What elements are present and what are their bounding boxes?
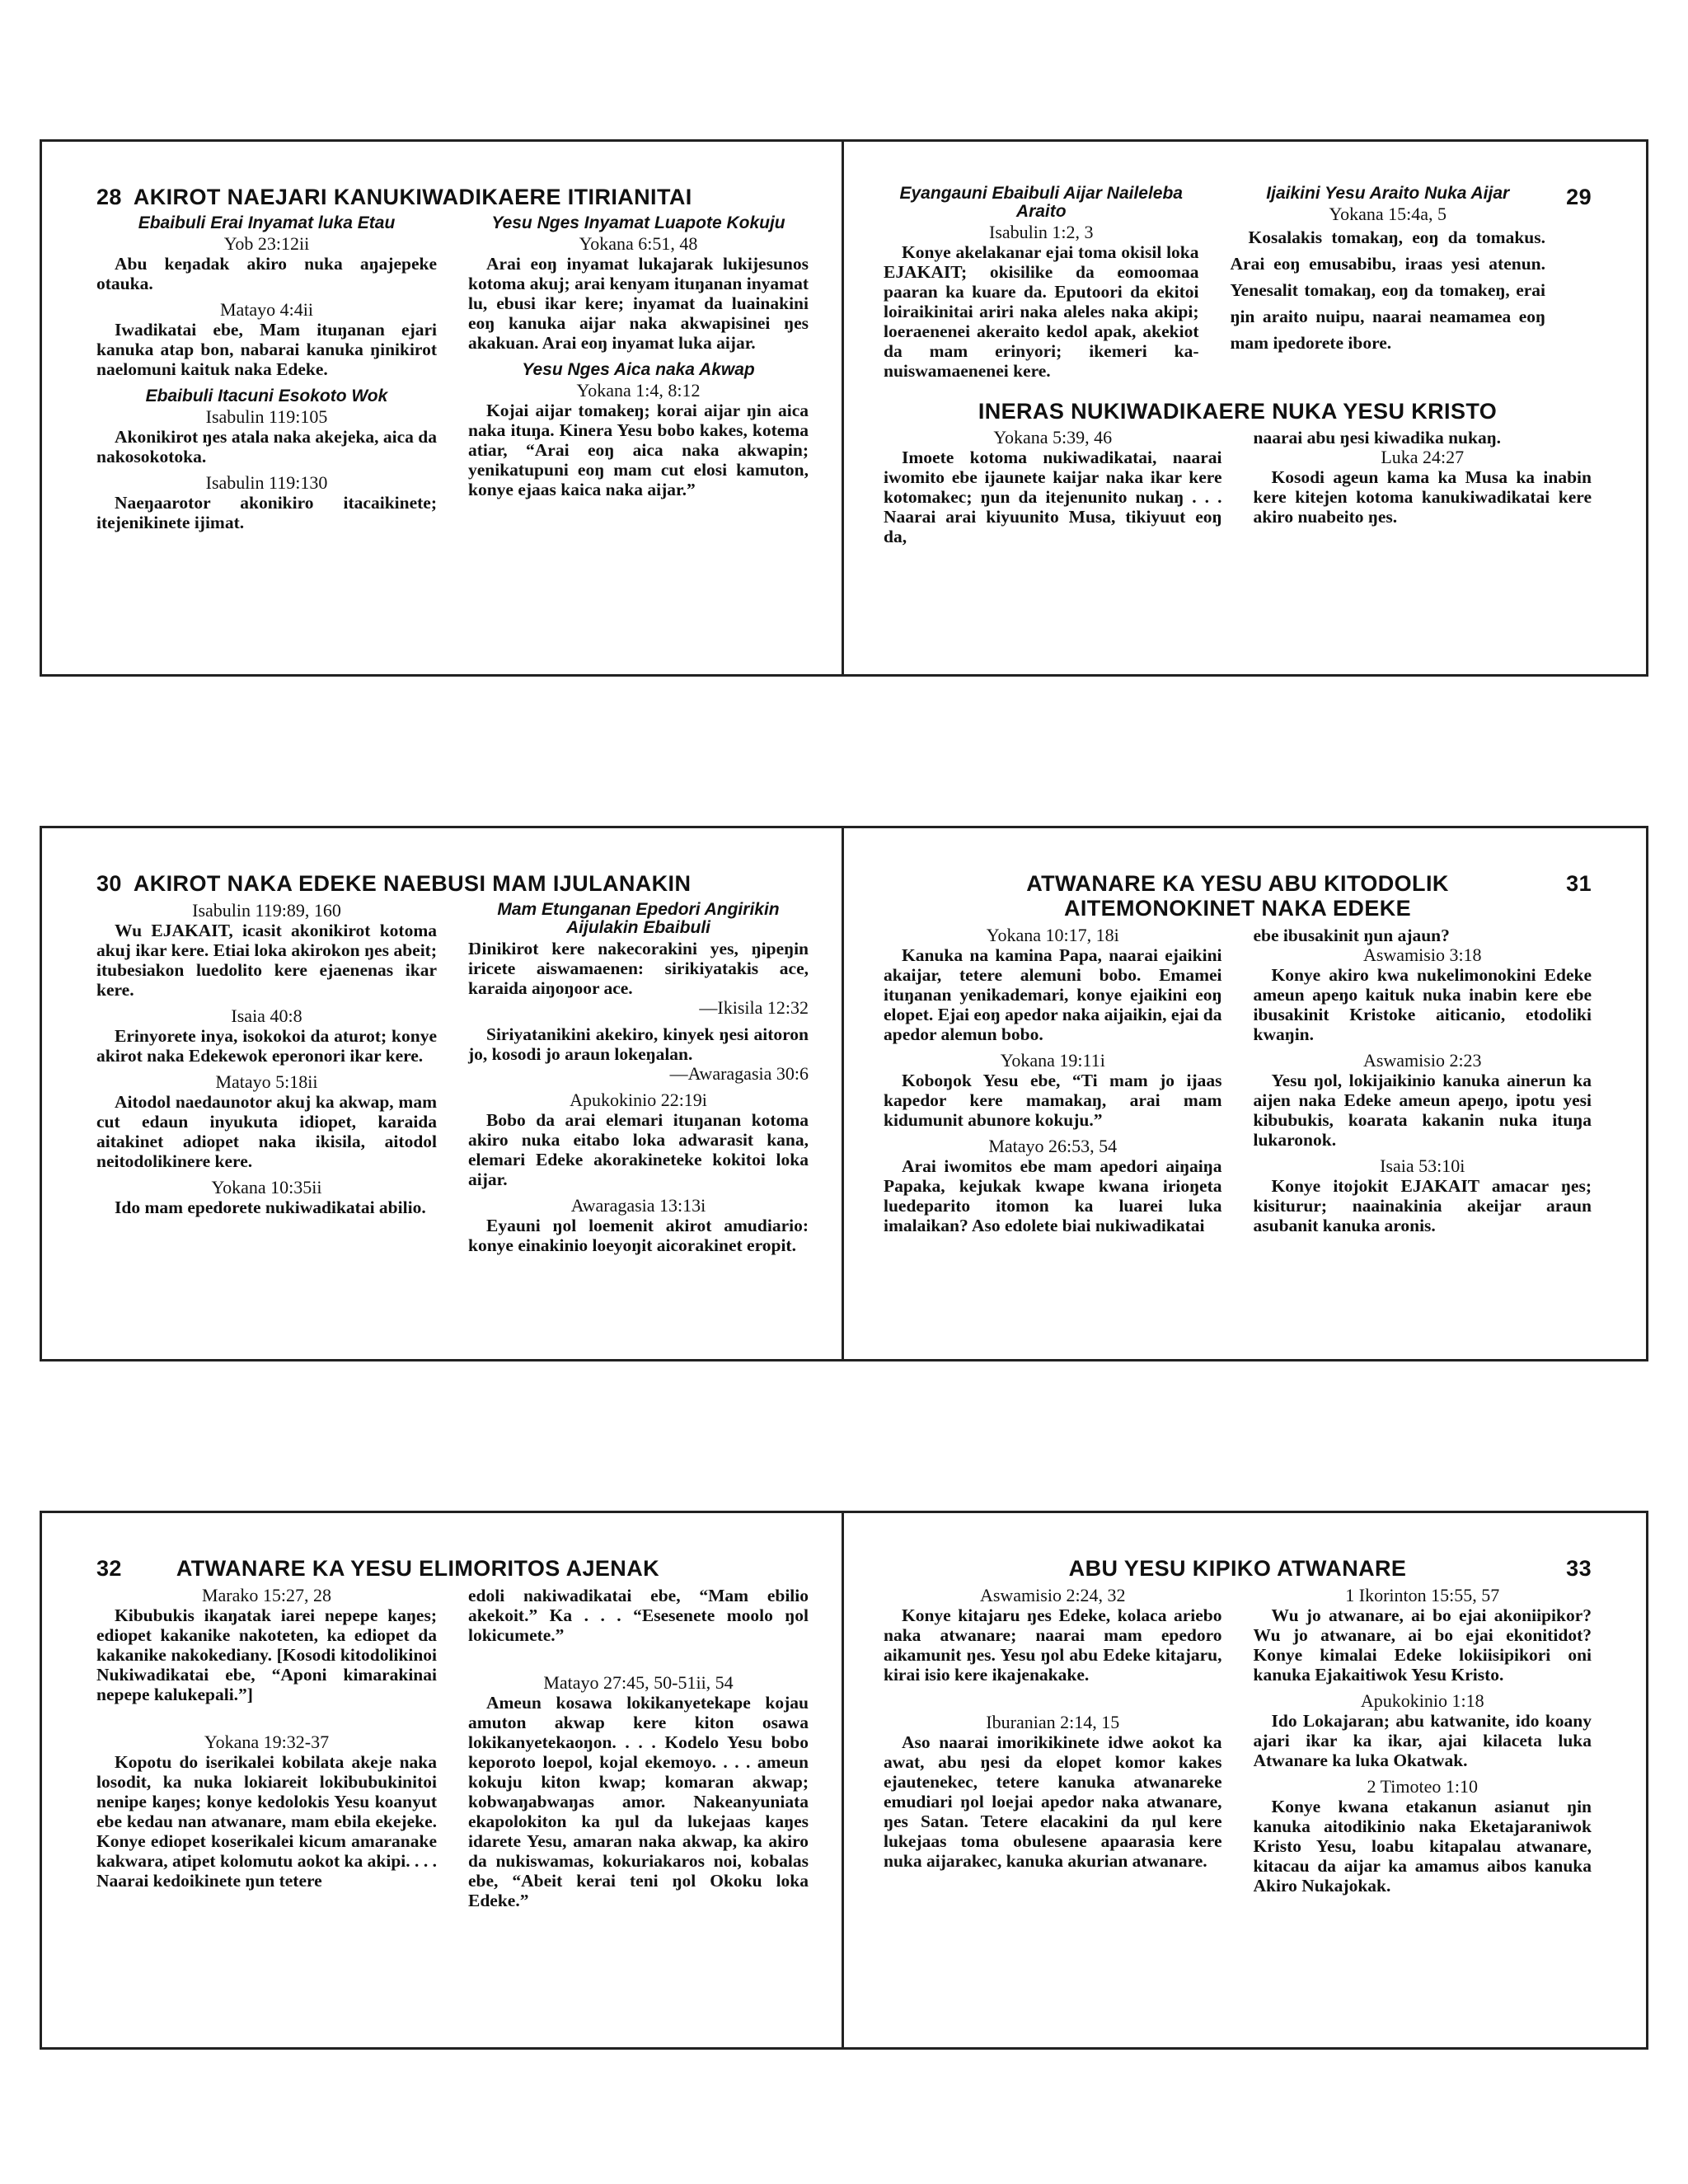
scripture-entry (468, 1673, 809, 1910)
text-column-left (96, 214, 437, 539)
text-column-right (468, 1586, 809, 1917)
scripture-entry (1254, 1586, 1592, 1685)
page-number: 32 (96, 1556, 122, 1581)
page-header (96, 871, 809, 896)
page-number: 30 (96, 871, 122, 896)
scripture-text: Wu EJAKAIT, icasit akonikirot kotoma akuj ikar kere. Etiai loka akirokon ŋes abeit; itubesiakon luedolito kere ejaenenas ikar kere. (96, 921, 437, 1000)
scripture-entry (884, 1051, 1222, 1130)
text-column-left (884, 428, 1222, 553)
scripture-reference: Matayo 27:45, 50-51ii, 54 (543, 1672, 734, 1693)
chapter-title: ATWANARE KA YESU ELIMORITOS AJENAK (176, 1556, 659, 1581)
section-heading: Eyangauni Ebaibuli Aijar Naileleba Araito (899, 184, 1183, 221)
scripture-entry (468, 1586, 809, 1645)
scripture-entry (468, 939, 809, 1018)
scripture-text: Arai iwomitos ebe mam apedori aiŋaiŋa Papaka, kejukak kwape kwana irioŋeta luedeparito itomon ka luarei luka imalaikan? Aso edolete biai nukiwadikatai (884, 1156, 1222, 1235)
scripture-reference: Isabulin 119:89, 160 (192, 900, 341, 921)
scripture-entry (884, 1713, 1222, 1871)
scripture-reference: Aswamisio 2:23 (1362, 1050, 1482, 1071)
page-header (96, 1556, 809, 1581)
scripture-entry (1254, 1777, 1592, 1896)
text-column-left (884, 185, 1199, 387)
page-30 (42, 828, 844, 1359)
text-column-right (468, 901, 809, 1262)
section-heading: Ijaikini Yesu Araito Nuka Aijar (1266, 184, 1510, 203)
scripture-text: Yesu ŋol, lokijaikinio kanuka ainerun ka aijen naka Edeke ameun apeŋo, ipotu yesi kibubukis, koarata kakanin nuka ituŋa lukaronok. (1253, 1071, 1592, 1150)
scripture-entry (468, 1090, 809, 1189)
text-column-left (96, 1586, 437, 1917)
scripture-entry (468, 1196, 809, 1255)
scripture-entry (884, 223, 1199, 381)
scripture-text: Abu keŋadak akiro nuka aŋajepeke otauka. (96, 254, 437, 293)
scripture-reference: Marako 15:27, 28 (201, 1585, 332, 1605)
page-32 (42, 1513, 844, 2047)
scripture-text: Arai eoŋ inyamat lukajarak lukijesunos kotoma akuj; arai kenyam ituŋanan inyamat lu, ebusi ikar kere; inyamat da luainakini eoŋ kanuka aijar naka akwapisinei ŋes akakuan. Arai eoŋ inyamat luka aijar. (468, 254, 809, 353)
scripture-text: Konye kitajaru ŋes Edeke, kolaca ariebo naka atwanare; naarai mam epedoro aikamunit ŋes. Yesu ŋol abu Edeke kitajaru, kirai isio kere ikajenakake. (884, 1605, 1222, 1685)
scripture-entry (96, 901, 437, 1000)
scripture-reference: Iburanian 2:14, 15 (986, 1712, 1120, 1732)
scripture-text: naarai abu ŋesi kiwadika nukaŋ. (1253, 428, 1502, 448)
text-column-right (1254, 926, 1592, 1242)
scripture-text: Siriyatanikini akekiro, kinyek ŋesi aitoron jo, kosodi jo araun lokeŋalan. (468, 1024, 809, 1064)
page-header (884, 871, 1592, 921)
chapter-title: AKIROT NAEJARI KANUKIWADIKAERE ITIRIANITAI (133, 185, 692, 209)
chapter-title: ATWANARE KA YESU ABU KITODOLIK AITEMONOKINET NAKA EDEKE (1026, 871, 1449, 921)
scripture-entry (884, 1586, 1222, 1685)
scripture-text: Konye akiro kwa nukelimonokini Edeke ameun apeŋo kaituk nuka inabin kere ebe ibusakinit Kristoke aiticanio, etodoliki kwaŋin. (1253, 965, 1592, 1044)
scripture-text: Kanuka na kamina Papa, naarai ejaikini akaijar, tetere alemuni bobo. Emamei ituŋanan yenikademari, konye ejaikini eoŋ elopet. Ejai eoŋ apedor naka aijaikin, ejai da apedor alemun bobo. (884, 945, 1222, 1044)
scripture-reference: —Ikisila 12:32 (699, 997, 809, 1018)
scripture-reference: Yokana 19:32-37 (204, 1732, 330, 1752)
scripture-entry (96, 1732, 437, 1891)
scripture-text: Ido mam epedorete nukiwadikatai abilio. (115, 1197, 426, 1217)
scripture-reference: Awaragasia 13:13i (570, 1195, 706, 1216)
scripture-reference: Matayo 5:18ii (215, 1071, 318, 1092)
text-column-right (1254, 1586, 1592, 1902)
scripture-text: Konye kwana etakanun asianut ŋin kanuka aitodikinio naka Eketajaraniwok Kristo Yesu, loabu kitapalau atwanare, kitacau da aijar ka amamus aibos kanuka Akiro Nukajokak. (1253, 1797, 1592, 1896)
scripture-entry (96, 1072, 437, 1171)
scripture-reference: Yokana 5:39, 46 (993, 427, 1113, 448)
scripture-text: Kopotu do iserikalei kobilata akeje naka losodit, ka nuka lokiareit lokibubukinitoi nenipe kaŋes; konye kedolokis Yesu koanyut ebe kedau nan atwanare, mam ebila ekejeke. Konye ediopet koserikalei kicum amaranake kakwara, atipet kolomutu aokot ka akipi. . . . Naarai kedoikinete ŋun tetere (96, 1752, 437, 1891)
scripture-entry (884, 1137, 1222, 1235)
page-number: 29 (1566, 185, 1592, 209)
scripture-reference: Yokana 6:51, 48 (579, 233, 698, 254)
scripture-text: Konye itojokit EJAKAIT amacar ŋes; kisiturur; naainakinia akeijar araun asubanit kanuka aronis. (1253, 1176, 1592, 1235)
chapter-title: AKIROT NAKA EDEKE NAEBUSI MAM IJULANAKIN (133, 871, 692, 896)
scripture-text: Konye akelakanar ejai toma okisil loka EJAKAIT; okisilike da eomoomaa paaran ka kuare da. Eputoori da ekitoi loiraikinitai ariri naka aleles naka akipi; loeraenenei akeraito kedol apak, akekiot da mam erinyori; ikemeri kanuiswamaenenei kere. (884, 242, 1199, 381)
scripture-reference: —Awaragasia 30:6 (669, 1063, 809, 1084)
page-spread-32-33 (40, 1511, 1648, 2050)
scripture-text: Kosalakis tomakaŋ, eoŋ da tomakus. Arai eoŋ emusabibu, iraas yesi atenun. Yenesalit tomakaŋ, eoŋ da tomakeŋ, erai ŋin araito nuipu, naarai neamamea eoŋ mam ipedorete ibore. (1230, 227, 1545, 353)
scripture-reference: Yokana 19:11i (1000, 1050, 1105, 1071)
scripture-entry (884, 428, 1222, 546)
scripture-entry (1254, 428, 1592, 527)
scripture-text: Kibubukis ikaŋatak iarei nepepe kaŋes; ediopet kakanike nakoteten, ka ediopet da kakanike nakokediany. [Kosodi kitodolikinoi Nukiwadikatai ebe, “Aponi kimarakinai nepepe kalukepali.”] (96, 1605, 437, 1704)
page-header (96, 185, 809, 209)
page-number: 28 (96, 185, 122, 209)
scripture-reference: Isaia 53:10i (1380, 1155, 1465, 1176)
page-31 (844, 828, 1646, 1359)
scripture-text: Erinyorete inya, isokokoi da aturot; konye akirot naka Edekewok eperonori ikar kere. (96, 1026, 437, 1066)
scripture-text: Iwadikatai ebe, Mam ituŋanan ejari kanuka atap bon, nabarai kanuka ŋinikirot naelomuni kaituk naka Edeke. (96, 320, 437, 379)
page-29 (844, 142, 1646, 674)
scripture-reference: Yokana 1:4, 8:12 (576, 380, 701, 401)
scripture-reference: Matayo 4:4ii (219, 299, 314, 320)
scripture-text: Akonikirot ŋes atala naka akejeka, aica da nakosokotoka. (96, 427, 437, 466)
chapter-title: ABU YESU KIPIKO ATWANARE (1068, 1556, 1407, 1581)
scripture-entry (96, 1586, 437, 1704)
scripture-reference: Yokana 15:4a, 5 (1329, 204, 1447, 224)
scripture-text: Imoete kotoma nukiwadikatai, naarai iwomito ebe ijaunete kaijar naka ikar kere kotomakec; ŋun da itejenunito nukaŋ . . . Naarai arai kiyuunito Musa, tikiyuut eoŋ da, (884, 448, 1222, 546)
scripture-reference: Isabulin 119:105 (205, 406, 328, 427)
scripture-reference: Isabulin 119:130 (205, 472, 328, 493)
scripture-entry (1254, 1156, 1592, 1235)
text-column-right (468, 214, 809, 539)
scripture-reference: Aswamisio 2:24, 32 (979, 1585, 1126, 1605)
page-header (884, 1556, 1592, 1581)
scripture-text: Aitodol naedaunotor akuj ka akwap, mam cut edaun inyukuta idiopet, karaida aitakinet adiopet naka ikisila, aitodol neitodolikinere kere. (96, 1092, 437, 1171)
scripture-reference: 2 Timoteo 1:10 (1367, 1776, 1478, 1797)
scripture-text: Kojai aijar tomakeŋ; korai aijar ŋin aica naka ituŋa. Kinera Yesu bobo kakes, kotema atiar, “Arai eoŋ aica naka akwapin; yenikatupuni eoŋ mam cut elosi kamuton, konye ejaas kaica naka aijar.” (468, 401, 809, 499)
text-column-right (1254, 428, 1592, 553)
scripture-reference: Yob 23:12ii (223, 233, 310, 254)
scripture-entry (884, 926, 1222, 1044)
scripture-entry (1254, 1051, 1592, 1150)
section-heading: Yesu Nges Inyamat Luapote Kokuju (491, 213, 785, 232)
scripture-reference: Apukokinio 1:18 (1360, 1690, 1484, 1711)
scripture-text: ebe ibusakinit ŋun ajaun? (1253, 926, 1450, 945)
scripture-entry (468, 1024, 809, 1084)
scripture-reference: Yokana 10:17, 18i (986, 925, 1119, 945)
scripture-text: edoli nakiwadikatai ebe, “Mam ebilio akekoit.” Ka . . . “Esesenete moolo ŋol lokicumete.” (468, 1586, 809, 1645)
scripture-text: Naeŋaarotor akonikiro itacaikinete; itejenikinete ijimat. (96, 493, 437, 532)
page-number: 33 (1566, 1556, 1592, 1581)
scripture-reference: Yokana 10:35ii (211, 1177, 322, 1197)
section-heading: Yesu Nges Aica naka Akwap (522, 360, 755, 379)
chapter-title: INERAS NUKIWADIKAERE NUKA YESU KRISTO (978, 399, 1498, 424)
scripture-reference: 1 Ikorinton 15:55, 57 (1345, 1585, 1500, 1605)
page-spread-30-31 (40, 826, 1648, 1361)
scripture-reference: Aswamisio 3:18 (1362, 944, 1482, 965)
scripture-entry (1254, 926, 1592, 1044)
scripture-text: Bobo da arai elemari ituŋanan kotoma akiro nuka eitabo loka adwarasit kana, elemari Edeke akorakineteke kokitoi loka aijar. (468, 1110, 809, 1189)
scripture-text: Ido Lokajaran; abu katwanite, ido koany ajari ikar ka ikar, ajai kilaceta luka Atwanare ka luka Okatwak. (1253, 1711, 1592, 1770)
scripture-entry (1231, 204, 1546, 356)
scripture-text: Ŋinikirot kere nakecorakini yes, ŋipeŋin iricete aiswamaenen: sirikiyatakis ace, karaida aiŋoŋoor ace. (468, 939, 809, 998)
text-column-left (96, 901, 437, 1262)
scripture-reference: Matayo 26:53, 54 (988, 1136, 1118, 1156)
scripture-text: Koboŋok Yesu ebe, “Ti mam jo ijaas kapedor kere mamakaŋ, arai mam kidumunit abunore kokuju.” (884, 1071, 1222, 1130)
section-heading: Ebaibuli Erai Inyamat luka Etau (138, 213, 396, 232)
scripture-entry (1254, 1691, 1592, 1770)
page-spread-28-29 (40, 139, 1648, 677)
scripture-reference: Isabulin 1:2, 3 (989, 222, 1094, 242)
scripture-entry (96, 1006, 437, 1066)
section-heading: Mam Etunganan Epedori Angirikin Aijulakin Ebaibuli (497, 900, 780, 937)
page-28 (42, 142, 844, 674)
scripture-entry (96, 1178, 437, 1217)
text-column-left (884, 1586, 1222, 1902)
scripture-entry (96, 473, 437, 532)
text-column-left (884, 926, 1222, 1242)
scripture-text: Wu jo atwanare, ai bo ejai akoniipikor? Wu jo atwanare, ai bo ejai ekonitidot? Konye kimalai Edeke lokiisipikori oni kanuka Ejakaitiwok Yesu Kristo. (1253, 1605, 1592, 1685)
scripture-entry (468, 234, 809, 353)
scripture-entry (96, 234, 437, 293)
scripture-reference: Apukokinio 22:19i (570, 1090, 707, 1110)
scripture-reference: Luka 24:27 (1381, 447, 1465, 467)
scripture-entry (468, 381, 809, 499)
scripture-entry (96, 300, 437, 379)
scripture-reference: Isaia 40:8 (231, 1005, 302, 1026)
section-heading: Ebaibuli Itacuni Esokoto Wok (145, 387, 388, 405)
page-33 (844, 1513, 1646, 2047)
scripture-entry (96, 407, 437, 466)
scripture-text: Eyauni ŋol loemenit akirot amudiario: konye einakinio loeyoŋit aicorakinet eropit. (468, 1216, 809, 1255)
text-column-right (1231, 185, 1546, 387)
page-number: 31 (1566, 871, 1592, 896)
scripture-text: Ameun kosawa lokikanyetekape kojau amuton akwap kere kiton osawa lokikanyetekaoŋon. . . . Kodelo Yesu bobo keporoto loepol, kojal ekemoyo. . . . ameun kokuju kiton kwap; komaran akwap; kobwaŋabwaŋas amor. Nakeanyuniata ekapolokiton ka ŋul da lukejaas kaŋes idarete Yesu, amaran naka akwap, ka akiro da nukiswamas, kokuriakaros noi, kobalas ebe, “Abeit kerai teni ŋol Okoku loka Edeke.” (468, 1693, 809, 1910)
scripture-text: Aso naarai imorikikinete idwe aokot ka awat, abu ŋesi da elopet komor kakes ejautenekec, tetere kanuka atwanareke emudiari ŋol loejai apedor naka atwanare, ŋes Satan. Tetere elacakini da ŋul kere lukejaas toma obulesene apaarasia kere nuka aijarakec, kanuka akurian atwanare. (884, 1732, 1222, 1871)
scripture-text: Kosodi ageun kama ka Musa ka inabin kere kitejen kotoma kanukiwadikatai kere akiro nuabeito ŋes. (1253, 467, 1592, 527)
